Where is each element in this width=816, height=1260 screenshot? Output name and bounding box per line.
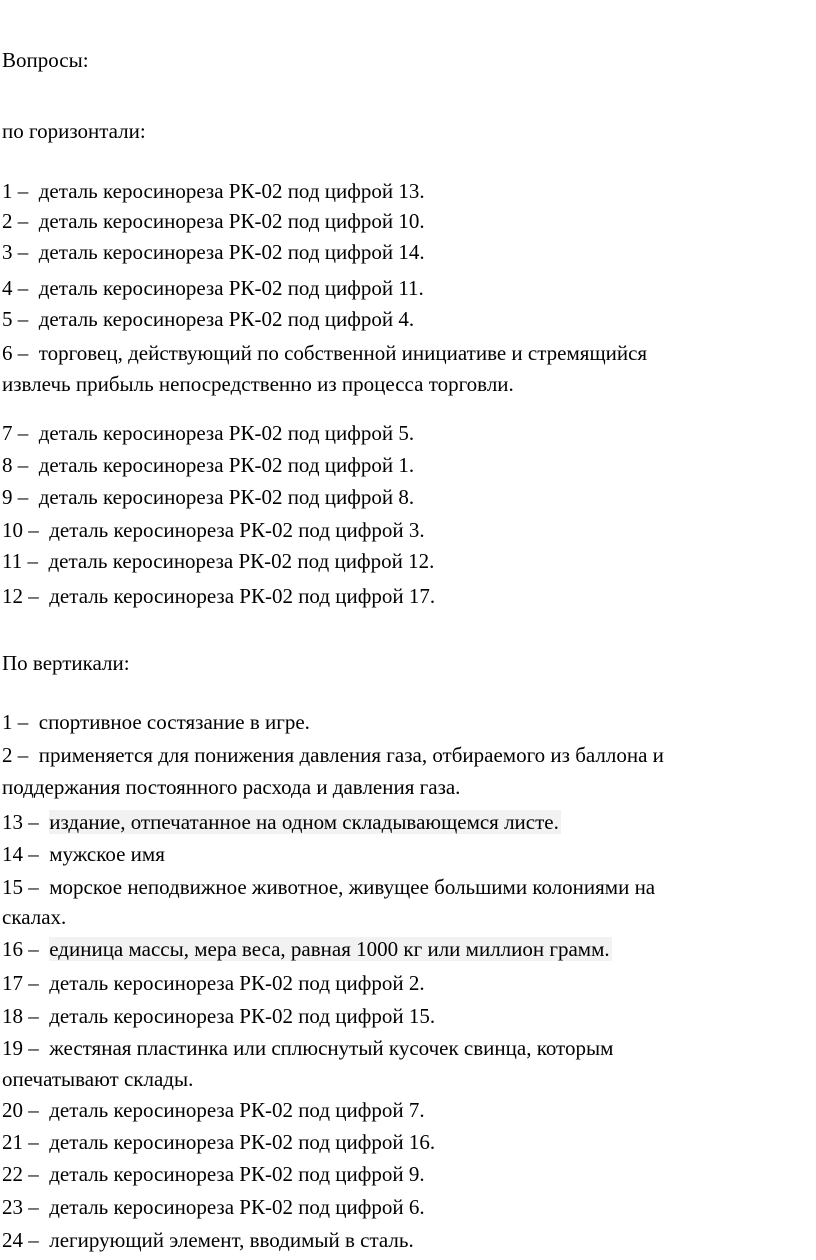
horizontal-item-2 [2, 208, 425, 234]
item-number: 2 – [2, 209, 29, 233]
horizontal-label: по горизонтали: [2, 119, 146, 143]
item-number: 15 – [2, 875, 39, 899]
item-text: единица массы, мера веса, равная 1000 кг или миллион грамм. [49, 937, 610, 961]
item-number: 20 – [2, 1098, 39, 1122]
item-text: деталь керосинореза РК-02 под цифрой 7. [49, 1098, 425, 1122]
item-text: легирующий элемент, вводимый в сталь. [49, 1228, 414, 1252]
horizontal-item-9 [2, 484, 414, 510]
item-number: 4 – [2, 276, 29, 300]
item-number: 16 – [2, 937, 39, 961]
item-text: спортивное состязание в игре. [38, 710, 310, 734]
horizontal-item-10 [2, 517, 425, 543]
item-text: жестяная пластинка или сплюснутый кусочек свинца, которым [49, 1036, 614, 1060]
item-number: 12 – [2, 584, 39, 608]
item-text: деталь керосинореза РК-02 под цифрой 3. [49, 518, 425, 542]
horizontal-item-11 [2, 548, 434, 574]
vertical-item-2-continued: поддержания постоянного расхода и давления газа. [2, 775, 461, 799]
item-number: 11 – [2, 549, 38, 573]
vertical-item-13 [2, 809, 561, 835]
item-text: морское неподвижное животное, живущее большими колониями на [49, 875, 656, 899]
item-number: 21 – [2, 1130, 39, 1154]
horizontal-item-5 [2, 306, 414, 332]
item-number: 13 – [2, 810, 39, 834]
horizontal-item-6-continued: извлечь прибыль непосредственно из процесса торговли. [2, 372, 514, 396]
vertical-item-23 [2, 1194, 425, 1220]
horizontal-item-4 [2, 275, 424, 301]
horizontal-item-3 [2, 239, 425, 265]
item-number: 5 – [2, 307, 29, 331]
item-text: деталь керосинореза РК-02 под цифрой 5. [38, 421, 415, 445]
vertical-item-18 [2, 1003, 435, 1029]
item-number: 14 – [2, 842, 39, 866]
item-number: 22 – [2, 1162, 39, 1186]
item-number: 1 – [2, 179, 29, 203]
item-text: деталь керосинореза РК-02 под цифрой 11. [38, 276, 424, 300]
item-number: 7 – [2, 421, 29, 445]
vertical-item-22 [2, 1161, 425, 1187]
horizontal-item-6 [2, 340, 647, 366]
questions-heading: Вопросы: [2, 48, 89, 72]
item-text: деталь керосинореза РК-02 под цифрой 2. [49, 971, 425, 995]
item-number: 10 – [2, 518, 39, 542]
horizontal-item-8 [2, 452, 414, 478]
item-text: мужское имя [49, 842, 165, 866]
vertical-item-16 [2, 936, 612, 962]
vertical-item-19-continued: опечатывают склады. [2, 1067, 194, 1091]
vertical-item-15 [2, 874, 655, 900]
item-number: 9 – [2, 485, 29, 509]
item-text: деталь керосинореза РК-02 под цифрой 12. [48, 549, 435, 573]
vertical-item-15-continued: скалах. [2, 905, 67, 929]
item-number: 19 – [2, 1036, 39, 1060]
item-number: 1 – [2, 710, 29, 734]
item-number: 3 – [2, 240, 29, 264]
item-number: 18 – [2, 1004, 39, 1028]
vertical-label: По вертикали: [2, 651, 130, 675]
horizontal-item-12 [2, 583, 435, 609]
item-text: деталь керосинореза РК-02 под цифрой 10. [38, 209, 425, 233]
item-number: 2 – [2, 743, 29, 767]
item-text: деталь керосинореза РК-02 под цифрой 4. [38, 307, 415, 331]
item-text: издание, отпечатанное на одном складывающемся листе. [49, 810, 559, 834]
vertical-item-19 [2, 1035, 613, 1061]
item-text: деталь керосинореза РК-02 под цифрой 6. [49, 1195, 425, 1219]
item-number: 23 – [2, 1195, 39, 1219]
item-number: 24 – [2, 1228, 39, 1252]
vertical-item-14 [2, 841, 165, 867]
item-number: 6 – [2, 341, 29, 365]
item-text: деталь керосинореза РК-02 под цифрой 8. [38, 485, 415, 509]
item-text: торговец, действующий по собственной инициативе и стремящийся [38, 341, 648, 365]
item-text: деталь керосинореза РК-02 под цифрой 16. [49, 1130, 436, 1154]
item-text: применяется для понижения давления газа, отбираемого из баллона и [38, 743, 664, 767]
vertical-item-24 [2, 1227, 414, 1253]
item-text: деталь керосинореза РК-02 под цифрой 9. [49, 1162, 425, 1186]
item-text: деталь керосинореза РК-02 под цифрой 13. [38, 179, 425, 203]
item-text: деталь керосинореза РК-02 под цифрой 14. [38, 240, 425, 264]
item-text: деталь керосинореза РК-02 под цифрой 1. [38, 453, 415, 477]
vertical-item-1 [2, 709, 310, 735]
vertical-item-20 [2, 1097, 425, 1123]
item-number: 8 – [2, 453, 29, 477]
vertical-item-21 [2, 1129, 435, 1155]
horizontal-item-7 [2, 420, 414, 446]
item-number: 17 – [2, 971, 39, 995]
vertical-item-17 [2, 970, 425, 996]
item-text: деталь керосинореза РК-02 под цифрой 17. [49, 584, 436, 608]
vertical-item-2 [2, 742, 664, 768]
item-text: деталь керосинореза РК-02 под цифрой 15. [49, 1004, 436, 1028]
horizontal-item-1 [2, 178, 425, 204]
